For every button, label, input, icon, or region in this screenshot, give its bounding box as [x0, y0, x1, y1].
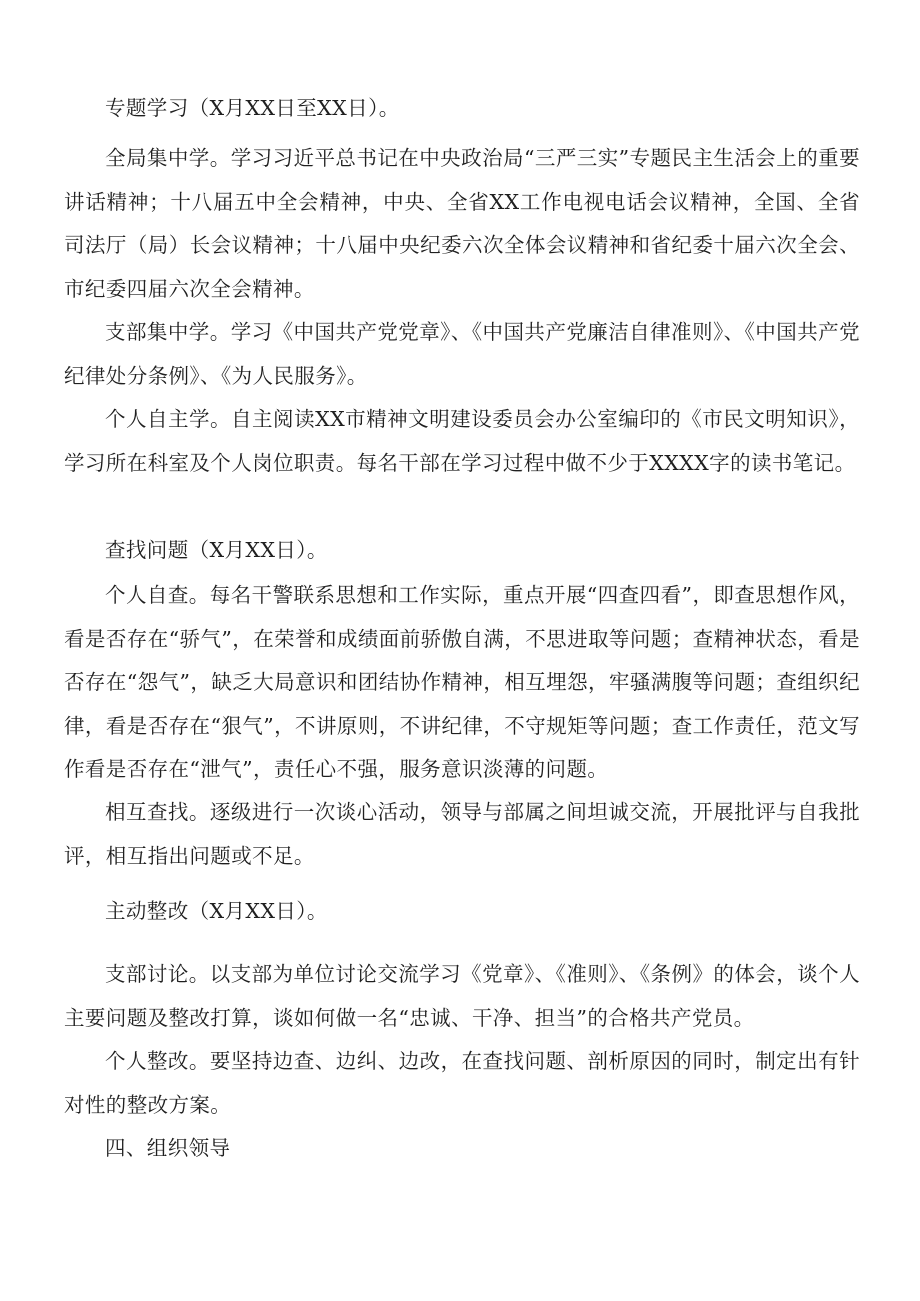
paragraph-branch-discussion: 支部讨论。以支部为单位讨论交流学习《党章》、《准则》、《条例》的体会，谈个人主要问题及整改打算，谈如何做一名“忠诚、干净、担当”的合格共产党员。	[64, 962, 860, 1030]
heading-topic-study: 专题学习（X月XX日至XX日）。	[105, 96, 400, 120]
heading-rectification: 主动整改（X月XX日）。	[105, 899, 328, 923]
heading-organization-leadership: 四、组织领导	[105, 1136, 231, 1160]
heading-find-problems: 查找问题（X月XX日）。	[105, 538, 328, 562]
paragraph-self-study: 个人自主学。自主阅读XX市精神文明建设委员会办公室编印的《市民文明知识》，学习所在科室及个人岗位职责。每名干部在学习过程中做不少于XXXX字的读书笔记。	[64, 407, 860, 475]
paragraph-individual-rectification: 个人整改。要坚持边查、边纠、边改，在查找问题、剖析原因的同时，制定出有针对性的整改方案。	[64, 1049, 860, 1117]
paragraph-self-check: 个人自查。每名干警联系思想和工作实际，重点开展“四查四看”，即查思想作风，看是否存在“骄气”，在荣誉和成绩面前骄傲自满，不思进取等问题；查精神状态，看是否存在“怨气”，缺乏大局意识和团结协作精神，相互埋怨，牢骚满腹等问题；查组织纪律，看是否存在“狠气”，不讲原则，不讲纪律，不守规矩等问题；查工作责任，范文写作看是否存在“泄气”，责任心不强，服务意识淡薄的问题。	[64, 583, 860, 782]
paragraph-branch-study: 支部集中学。学习《中国共产党党章》、《中国共产党廉洁自律准则》、《中国共产党纪律处分条例》、《为人民服务》。	[64, 320, 860, 388]
paragraph-bureau-study: 全局集中学。学习习近平总书记在中央政治局“三严三实”专题民主生活会上的重要讲话精神；十八届五中全会精神，中央、全省XX工作电视电话会议精神，全国、全省司法厅（局）长会议精神；十八届中央纪委六次全体会议精神和省纪委十届六次全会、市纪委四届六次全会精神。	[64, 146, 860, 301]
paragraph-mutual-check: 相互查找。逐级进行一次谈心活动，领导与部属之间坦诚交流，开展批评与自我批评，相互指出问题或不足。	[64, 800, 860, 868]
